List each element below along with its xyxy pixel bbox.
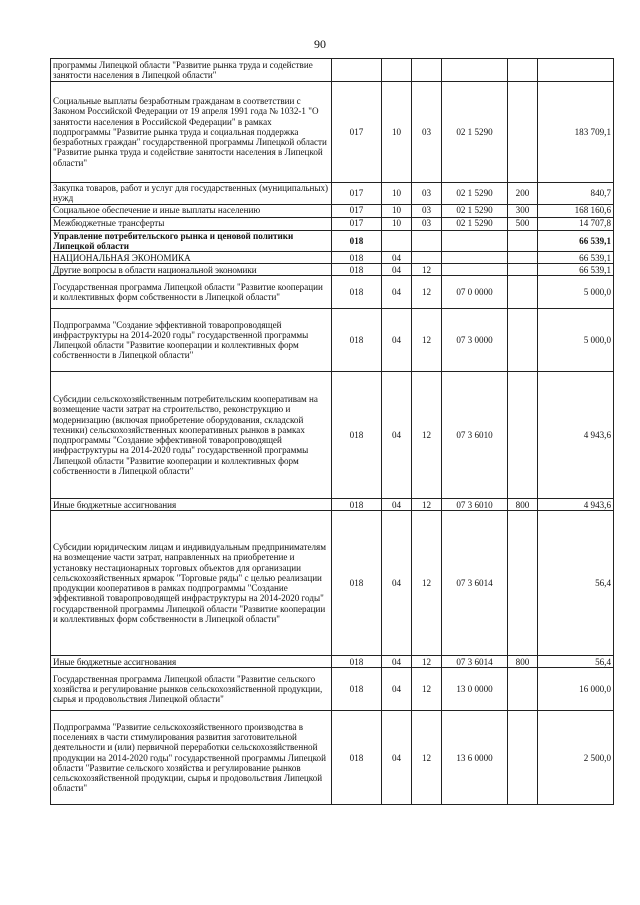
row-name: Иные бюджетные ассигнования bbox=[51, 656, 332, 668]
section-code: 10 bbox=[382, 217, 412, 230]
ministry-code: 018 bbox=[332, 230, 382, 252]
ministry-code: 018 bbox=[332, 264, 382, 276]
target-article: 07 0 0000 bbox=[442, 276, 508, 309]
row-name: Иные бюджетные ассигнования bbox=[51, 499, 332, 511]
subsection-code: 03 bbox=[412, 204, 442, 217]
section-code: 10 bbox=[382, 82, 412, 183]
amount: 840,7 bbox=[538, 183, 614, 205]
row-name: Подпрограмма "Развитие сельскохозяйственного производства в поселениях в части стимулирования развития заготовительной деятельности и (или) первичной переработки сельскохозяйственной продукции на 2014-2020 годы" государственной программы Липецкой области "Развитие сельского хозяйства и регулирование рынков сельскохозяйственной продукции, сырья и продовольствия Липецкой области" bbox=[51, 711, 332, 805]
table-row bbox=[51, 276, 614, 309]
section-code: 04 bbox=[382, 264, 412, 276]
section-code: 04 bbox=[382, 711, 412, 805]
amount: 56,4 bbox=[538, 656, 614, 668]
budget-table bbox=[50, 58, 614, 805]
expense-type bbox=[508, 372, 538, 499]
ministry-code: 018 bbox=[332, 309, 382, 372]
target-article: 07 3 6010 bbox=[442, 372, 508, 499]
amount: 4 943,6 bbox=[538, 372, 614, 499]
section-code: 04 bbox=[382, 309, 412, 372]
target-article: 13 0 0000 bbox=[442, 668, 508, 711]
target-article: 02 1 5290 bbox=[442, 82, 508, 183]
row-name: Социальное обеспечение и иные выплаты населению bbox=[51, 204, 332, 217]
subsection-code: 12 bbox=[412, 372, 442, 499]
row-name: Социальные выплаты безработным гражданам в соответствии с Законом Российской Федерации от 19 апреля 1991 года № 1032-1 "О занятости населения в Российской Федерации" в рамках подпрограммы "Развитие рынка труда и социальная поддержка безработных граждан" государственной программы Липецкой области "Развитие рынка труда и содействие занятости населения в Липецкой области" bbox=[51, 82, 332, 183]
section-code: 04 bbox=[382, 372, 412, 499]
expense-type bbox=[508, 59, 538, 82]
section-code: 04 bbox=[382, 668, 412, 711]
table-row bbox=[51, 511, 614, 656]
target-article bbox=[442, 264, 508, 276]
subsection-code: 03 bbox=[412, 217, 442, 230]
target-article: 02 1 5290 bbox=[442, 204, 508, 217]
expense-type bbox=[508, 230, 538, 252]
table-row bbox=[51, 309, 614, 372]
table-row bbox=[51, 230, 614, 252]
row-name: программы Липецкой области "Развитие рынка труда и содействие занятости населения в Липецкой области" bbox=[51, 59, 332, 82]
row-name: Управление потребительского рынка и ценовой политики Липецкой области bbox=[51, 230, 332, 252]
amount: 66 539,1 bbox=[538, 230, 614, 252]
target-article: 07 3 0000 bbox=[442, 309, 508, 372]
section-code bbox=[382, 59, 412, 82]
subsection-code: 12 bbox=[412, 668, 442, 711]
expense-type bbox=[508, 252, 538, 264]
table-row bbox=[51, 204, 614, 217]
expense-type: 200 bbox=[508, 183, 538, 205]
table-row bbox=[51, 668, 614, 711]
expense-type: 800 bbox=[508, 656, 538, 668]
target-article: 07 3 6014 bbox=[442, 656, 508, 668]
subsection-code: 12 bbox=[412, 264, 442, 276]
ministry-code: 018 bbox=[332, 372, 382, 499]
table-row bbox=[51, 183, 614, 205]
amount: 2 500,0 bbox=[538, 711, 614, 805]
ministry-code: 017 bbox=[332, 217, 382, 230]
target-article: 02 1 5290 bbox=[442, 217, 508, 230]
amount: 14 707,8 bbox=[538, 217, 614, 230]
amount bbox=[538, 59, 614, 82]
expense-type bbox=[508, 511, 538, 656]
ministry-code: 017 bbox=[332, 82, 382, 183]
subsection-code: 03 bbox=[412, 82, 442, 183]
amount: 5 000,0 bbox=[538, 276, 614, 309]
table-row bbox=[51, 217, 614, 230]
section-code bbox=[382, 230, 412, 252]
expense-type bbox=[508, 668, 538, 711]
expense-type bbox=[508, 264, 538, 276]
row-name: Субсидии сельскохозяйственным потребительским кооперативам на возмещение части затрат на строительство, реконструкцию и модернизацию (включая приобретение оборудования, складской техники) сельскохозяйственных кооперативных рынков в рамках подпрограммы "Создание эффективной товаропроводящей инфраструктуры на 2014-2020 годы" государственной программы Липецкой области "Развитие кооперации и коллективных форм собственности в Липецкой области" bbox=[51, 372, 332, 499]
amount: 168 160,6 bbox=[538, 204, 614, 217]
amount: 66 539,1 bbox=[538, 252, 614, 264]
table-row bbox=[51, 656, 614, 668]
row-name: Другие вопросы в области национальной экономики bbox=[51, 264, 332, 276]
amount: 66 539,1 bbox=[538, 264, 614, 276]
table-row bbox=[51, 252, 614, 264]
expense-type bbox=[508, 711, 538, 805]
ministry-code: 018 bbox=[332, 511, 382, 656]
expense-type: 800 bbox=[508, 499, 538, 511]
table-row bbox=[51, 264, 614, 276]
amount: 183 709,1 bbox=[538, 82, 614, 183]
subsection-code bbox=[412, 59, 442, 82]
section-code: 04 bbox=[382, 499, 412, 511]
expense-type: 300 bbox=[508, 204, 538, 217]
section-code: 04 bbox=[382, 656, 412, 668]
row-name: НАЦИОНАЛЬНАЯ ЭКОНОМИКА bbox=[51, 252, 332, 264]
section-code: 04 bbox=[382, 511, 412, 656]
subsection-code: 03 bbox=[412, 183, 442, 205]
table-row bbox=[51, 499, 614, 511]
subsection-code: 12 bbox=[412, 499, 442, 511]
target-article bbox=[442, 252, 508, 264]
amount: 4 943,6 bbox=[538, 499, 614, 511]
subsection-code bbox=[412, 252, 442, 264]
row-name: Государственная программа Липецкой области "Развитие кооперации и коллективных форм собственности в Липецкой области" bbox=[51, 276, 332, 309]
subsection-code bbox=[412, 230, 442, 252]
target-article: 07 3 6010 bbox=[442, 499, 508, 511]
row-name: Субсидии юридическим лицам и индивидуальным предпринимателям на возмещение части затрат, направленных на приобретение и установку нестационарных торговых объектов для организации сельскохозяйственных ярмарок "Торговые ряды" с целью реализации продукции кооперативов в рамках подпрограммы "Создание эффективной товаропроводящей инфраструктуры на 2014-2020 годы" государственной программы Липецкой области "Развитие кооперации и коллективных форм собственности в Липецкой области" bbox=[51, 511, 332, 656]
subsection-code: 12 bbox=[412, 309, 442, 372]
target-article: 13 6 0000 bbox=[442, 711, 508, 805]
row-name: Межбюджетные трансферты bbox=[51, 217, 332, 230]
section-code: 10 bbox=[382, 183, 412, 205]
expense-type bbox=[508, 276, 538, 309]
ministry-code bbox=[332, 59, 382, 82]
table-row bbox=[51, 82, 614, 183]
expense-type: 500 bbox=[508, 217, 538, 230]
ministry-code: 018 bbox=[332, 656, 382, 668]
table-row bbox=[51, 59, 614, 82]
target-article bbox=[442, 230, 508, 252]
ministry-code: 018 bbox=[332, 252, 382, 264]
page-number: 90 bbox=[314, 37, 326, 51]
table-row bbox=[51, 711, 614, 805]
target-article bbox=[442, 59, 508, 82]
subsection-code: 12 bbox=[412, 511, 442, 656]
expense-type bbox=[508, 82, 538, 183]
ministry-code: 018 bbox=[332, 668, 382, 711]
ministry-code: 017 bbox=[332, 204, 382, 217]
table-row bbox=[51, 372, 614, 499]
expense-type bbox=[508, 309, 538, 372]
row-name: Подпрограмма "Создание эффективной товаропроводящей инфраструктуры на 2014-2020 годы" государственной программы Липецкой области "Развитие кооперации и коллективных форм собственности в Липецкой области" bbox=[51, 309, 332, 372]
subsection-code: 12 bbox=[412, 656, 442, 668]
subsection-code: 12 bbox=[412, 711, 442, 805]
amount: 16 000,0 bbox=[538, 668, 614, 711]
amount: 5 000,0 bbox=[538, 309, 614, 372]
subsection-code: 12 bbox=[412, 276, 442, 309]
row-name: Государственная программа Липецкой области "Развитие сельского хозяйства и регулирование рынков сельскохозяйственной продукции, сырья и продовольствия Липецкой области" bbox=[51, 668, 332, 711]
ministry-code: 018 bbox=[332, 276, 382, 309]
row-name: Закупка товаров, работ и услуг для государственных (муниципальных) нужд bbox=[51, 183, 332, 205]
ministry-code: 017 bbox=[332, 183, 382, 205]
amount: 56,4 bbox=[538, 511, 614, 656]
target-article: 02 1 5290 bbox=[442, 183, 508, 205]
target-article: 07 3 6014 bbox=[442, 511, 508, 656]
section-code: 10 bbox=[382, 204, 412, 217]
section-code: 04 bbox=[382, 276, 412, 309]
ministry-code: 018 bbox=[332, 711, 382, 805]
section-code: 04 bbox=[382, 252, 412, 264]
ministry-code: 018 bbox=[332, 499, 382, 511]
